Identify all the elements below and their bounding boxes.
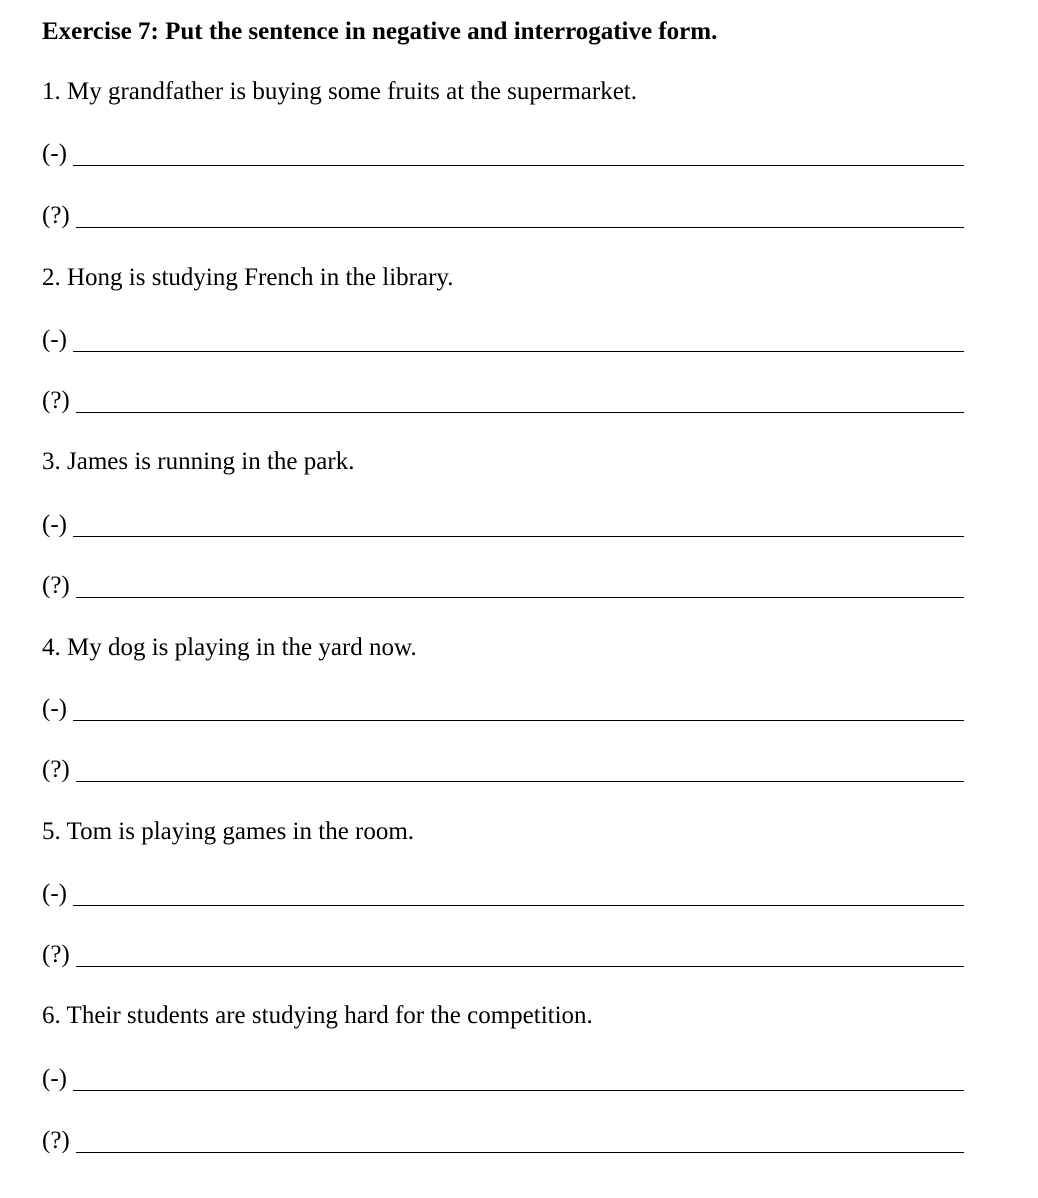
question-answer-row-6 xyxy=(42,1124,964,1158)
question-answer-line-3[interactable] xyxy=(76,575,964,598)
exercise-sentence-6: 6. Their students are studying hard for the competition. xyxy=(42,1002,593,1029)
negative-label: (-) xyxy=(42,140,67,167)
negative-label: (-) xyxy=(42,511,67,538)
negative-answer-line-5[interactable] xyxy=(73,883,964,906)
negative-label: (-) xyxy=(42,1065,67,1092)
exercise-sentence-4: 4. My dog is playing in the yard now. xyxy=(42,634,417,661)
negative-answer-row-4 xyxy=(42,692,964,726)
question-answer-row-5 xyxy=(42,938,964,972)
question-answer-line-1[interactable] xyxy=(76,205,964,228)
question-answer-row-3 xyxy=(42,569,964,603)
exercise-sentence-2: 2. Hong is studying French in the library. xyxy=(42,264,454,291)
exercise-sentence-3: 3. James is running in the park. xyxy=(42,448,355,475)
question-answer-row-1 xyxy=(42,199,964,233)
negative-answer-row-1 xyxy=(42,137,964,171)
negative-answer-row-5 xyxy=(42,877,964,911)
negative-answer-row-2 xyxy=(42,323,964,357)
negative-answer-row-6 xyxy=(42,1062,964,1096)
question-label: (?) xyxy=(42,572,70,599)
negative-answer-line-4[interactable] xyxy=(73,698,964,721)
negative-label: (-) xyxy=(42,326,67,353)
negative-answer-line-2[interactable] xyxy=(73,329,964,352)
question-answer-row-4 xyxy=(42,753,964,787)
negative-label: (-) xyxy=(42,880,67,907)
question-label: (?) xyxy=(42,941,70,968)
negative-answer-row-3 xyxy=(42,508,964,542)
exercise-title: Exercise 7: Put the sentence in negative and interrogative form. xyxy=(42,18,718,45)
negative-answer-line-3[interactable] xyxy=(73,514,964,537)
negative-label: (-) xyxy=(42,695,67,722)
negative-answer-line-1[interactable] xyxy=(73,143,964,166)
question-answer-row-2 xyxy=(42,384,964,418)
question-answer-line-6[interactable] xyxy=(76,1130,964,1153)
negative-answer-line-6[interactable] xyxy=(73,1068,964,1091)
question-answer-line-5[interactable] xyxy=(76,944,964,967)
question-label: (?) xyxy=(42,202,70,229)
question-label: (?) xyxy=(42,387,70,414)
question-answer-line-4[interactable] xyxy=(76,759,964,782)
exercise-sentence-1: 1. My grandfather is buying some fruits at the supermarket. xyxy=(42,78,637,105)
question-answer-line-2[interactable] xyxy=(76,390,964,413)
exercise-sentence-5: 5. Tom is playing games in the room. xyxy=(42,818,415,845)
question-label: (?) xyxy=(42,1127,70,1154)
question-label: (?) xyxy=(42,756,70,783)
